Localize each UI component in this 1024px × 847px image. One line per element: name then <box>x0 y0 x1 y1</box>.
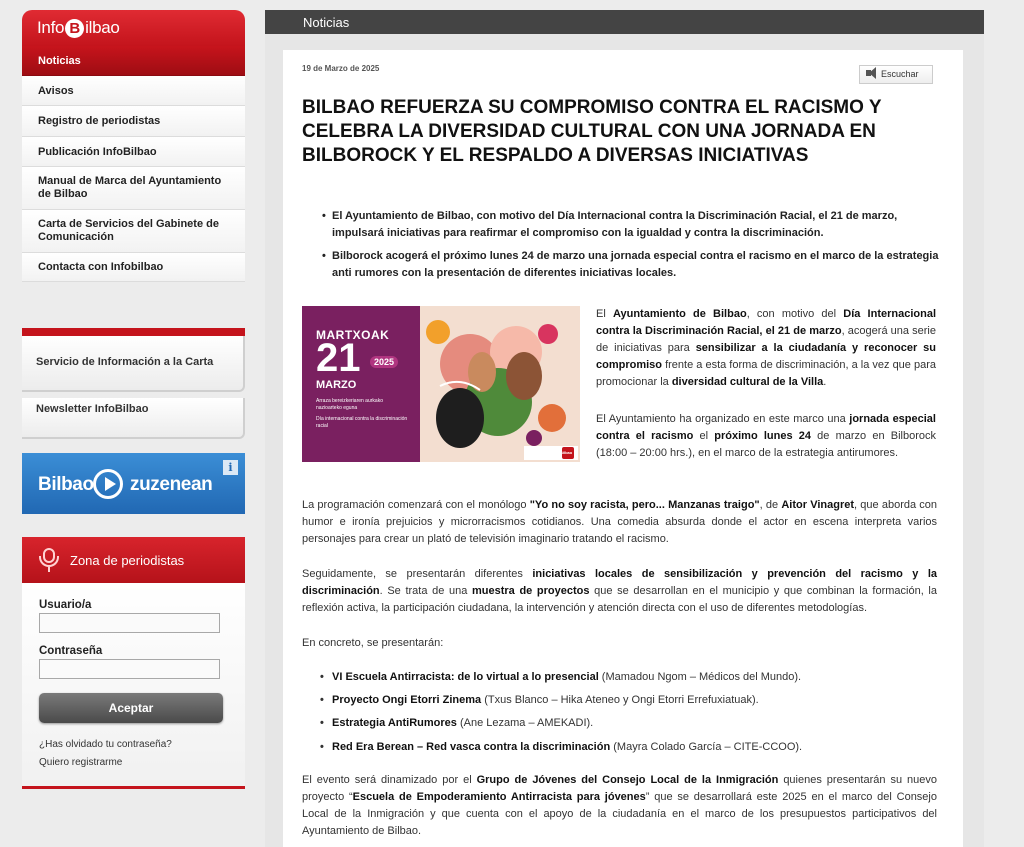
initiative-item: • Proyecto Ongi Etorri Zinema (Txus Blanco – Hika Ateneo y Ongi Etorri Errefuxiatuak). <box>332 692 932 709</box>
listen-label: Escuchar <box>881 69 919 79</box>
press-zone <box>22 537 245 789</box>
forgot-password-link[interactable]: ¿Has olvidado tu contraseña? <box>39 739 172 750</box>
sidebar-item-label: Publicación InfoBilbao <box>38 145 157 158</box>
initiative-item: • VI Escuela Antirracista: de lo virtual a lo presencial (Mamadou Ngom – Médicos del Mundo). <box>332 669 932 686</box>
poster-year: 2025 <box>370 356 398 368</box>
press-zone-header <box>22 537 245 583</box>
highlight-item: • Bilborock acogerá el próximo lunes 24 de marzo una jornada especial contra el racismo en el marco de la estrategia anti rumores con la presentación de diferentes iniciativas locales. <box>332 248 942 284</box>
sidebar-item-label: Noticias <box>38 54 81 67</box>
sidebar-item-avisos[interactable] <box>22 76 245 106</box>
newsletter-card[interactable] <box>22 398 245 439</box>
infobilbao-logo[interactable] <box>22 10 245 46</box>
password-input[interactable] <box>39 659 220 679</box>
login-form <box>22 583 245 786</box>
main-content <box>265 10 984 847</box>
poster-day: 21 <box>316 336 361 380</box>
poster-date-panel <box>302 306 420 462</box>
article-paragraph: El evento será dinamizado por el Grupo de Jóvenes del Consejo Local de la Inmigración quienes presentarán su nuevo proyecto “Escuela de Empoderamiento Antirracista para jóvenes” que se desarrollará este 2025 en el marco del Consejo Local de la Inmigración y que cuenta con el apoyo de la ciudadanía en el marco de los presupuestos participativos del Ayuntamiento de Bilbao. <box>302 774 937 837</box>
sidebar-item-label: Manual de Marca del Ayuntamiento de Bilbao <box>38 175 222 200</box>
poster-brand: Bilbao <box>560 450 573 455</box>
info-icon[interactable]: i <box>223 460 238 475</box>
username-input[interactable] <box>39 613 220 633</box>
servicio-informacion-card[interactable] <box>22 336 245 392</box>
poster-illustration <box>420 306 580 462</box>
sidebar-divider <box>22 328 245 336</box>
banner-text-bilbao: Bilbao <box>38 474 94 495</box>
listen-button[interactable] <box>859 65 933 84</box>
sidebar-item-label: Registro de periodistas <box>38 115 161 127</box>
article-paragraph: La programación comenzará con el monólogo "Yo no soy racista, pero... Manzanas traigo", de Aitor Vinagret, que aborda con humor e ironía prejuicios y microrracismos cotidianos. Una comedia absurda donde el actor en escena interpreta varios personajes para crear un plató de televisión imaginario tratando el racismo. <box>302 499 938 545</box>
article-paragraph: Seguidamente, se presentarán diferentes iniciativas locales de sensibilización y prevención del racismo y la discriminación. Se trata de una muestra de proyectos que se desarrollan en el municipio y que combinan la formación, la reflexión activa, la participación ciudadana, la intervención y atención directa con el uso de diferentes metodologías. <box>302 568 937 614</box>
banner-text-zuzenean: zuzenean <box>130 474 213 495</box>
logo-b-mark: B <box>65 19 84 38</box>
bilbao-zuzenean-banner[interactable] <box>22 453 245 514</box>
section-header: Noticias <box>265 10 984 34</box>
accept-button[interactable]: Aceptar <box>39 693 223 723</box>
sidebar <box>22 10 245 789</box>
sidebar-item-label: Contacta con Infobilbao <box>38 261 164 273</box>
sidebar-item-contacta[interactable] <box>22 253 245 282</box>
card-label: Newsletter InfoBilbao <box>36 403 149 415</box>
faces-illustration <box>420 306 580 462</box>
article-date: 19 de Marzo de 2025 <box>302 64 380 73</box>
register-link[interactable]: Quiero registrarme <box>39 757 123 768</box>
news-article <box>283 50 963 847</box>
sidebar-item-carta-servicios[interactable] <box>22 210 245 253</box>
initiative-item: • Estrategia AntiRumores (Ane Lezama – AMEKADI). <box>332 715 932 732</box>
microphone-icon <box>38 547 60 573</box>
article-paragraph: El Ayuntamiento ha organizado en este marco una jornada especial contra el racismo el próximo lunes 24 de marzo en Bilborock (18:00 – 20:00 hrs.), en el marco de la estrategia antirumores. <box>596 413 936 459</box>
speaker-icon <box>866 70 871 76</box>
sidebar-item-label: Avisos <box>38 84 74 97</box>
sidebar-item-registro[interactable] <box>22 106 245 137</box>
sidebar-menu <box>22 46 245 282</box>
article-paragraph: En concreto, se presentarán: <box>302 637 444 649</box>
logo-text-info: Info <box>37 18 65 37</box>
initiative-item: • Red Era Berean – Red vasca contra la discriminación (Mayra Colado García – CITE-CCOO). <box>332 739 932 756</box>
sidebar-item-label: Carta de Servicios del Gabinete de Comunicación <box>38 218 219 243</box>
article-paragraph: El Ayuntamiento de Bilbao, con motivo del Día Internacional contra la Discriminación Racial, el 21 de marzo, acogerá una serie de iniciativas para sensibilizar a la ciudadanía y reconocer su compromiso frente a esta forma de discriminación, a la vez que para promocionar la diversidad cultural de la Villa. <box>596 308 936 388</box>
sidebar-item-manual-marca[interactable] <box>22 167 245 210</box>
press-zone-title: Zona de periodistas <box>70 552 185 568</box>
sidebar-item-publicacion[interactable] <box>22 137 245 167</box>
highlight-item: • El Ayuntamiento de Bilbao, con motivo del Día Internacional contra la Discriminación Racial, el 21 de marzo, impulsará iniciativas para reafirmar el compromiso con la igualdad y contra la discriminación. <box>332 208 942 244</box>
card-label: Servicio de Información a la Carta <box>36 356 214 368</box>
logo-text-ilbao: ilbao <box>85 18 120 37</box>
play-icon <box>93 469 123 499</box>
password-label: Contraseña <box>39 645 103 657</box>
poster-month-eu: MARTXOAK <box>316 328 390 342</box>
event-poster-image <box>302 306 580 462</box>
poster-caption-eu: Arraza bereizkeriaren aurkako nazioarteko eguna <box>316 398 383 411</box>
sidebar-item-noticias[interactable] <box>22 46 245 76</box>
poster-month-es: MARZO <box>316 379 357 391</box>
article-title: BILBAO REFUERZA SU COMPROMISO CONTRA EL RACISMO Y CELEBRA LA DIVERSIDAD CULTURAL CON UNA JORNADA EN BILBOROCK Y EL RESPALDO A DIVERSAS INICIATIVAS <box>302 97 882 166</box>
poster-caption-es: Día internacional contra la discriminación racial <box>316 416 408 429</box>
username-label: Usuario/a <box>39 599 92 611</box>
